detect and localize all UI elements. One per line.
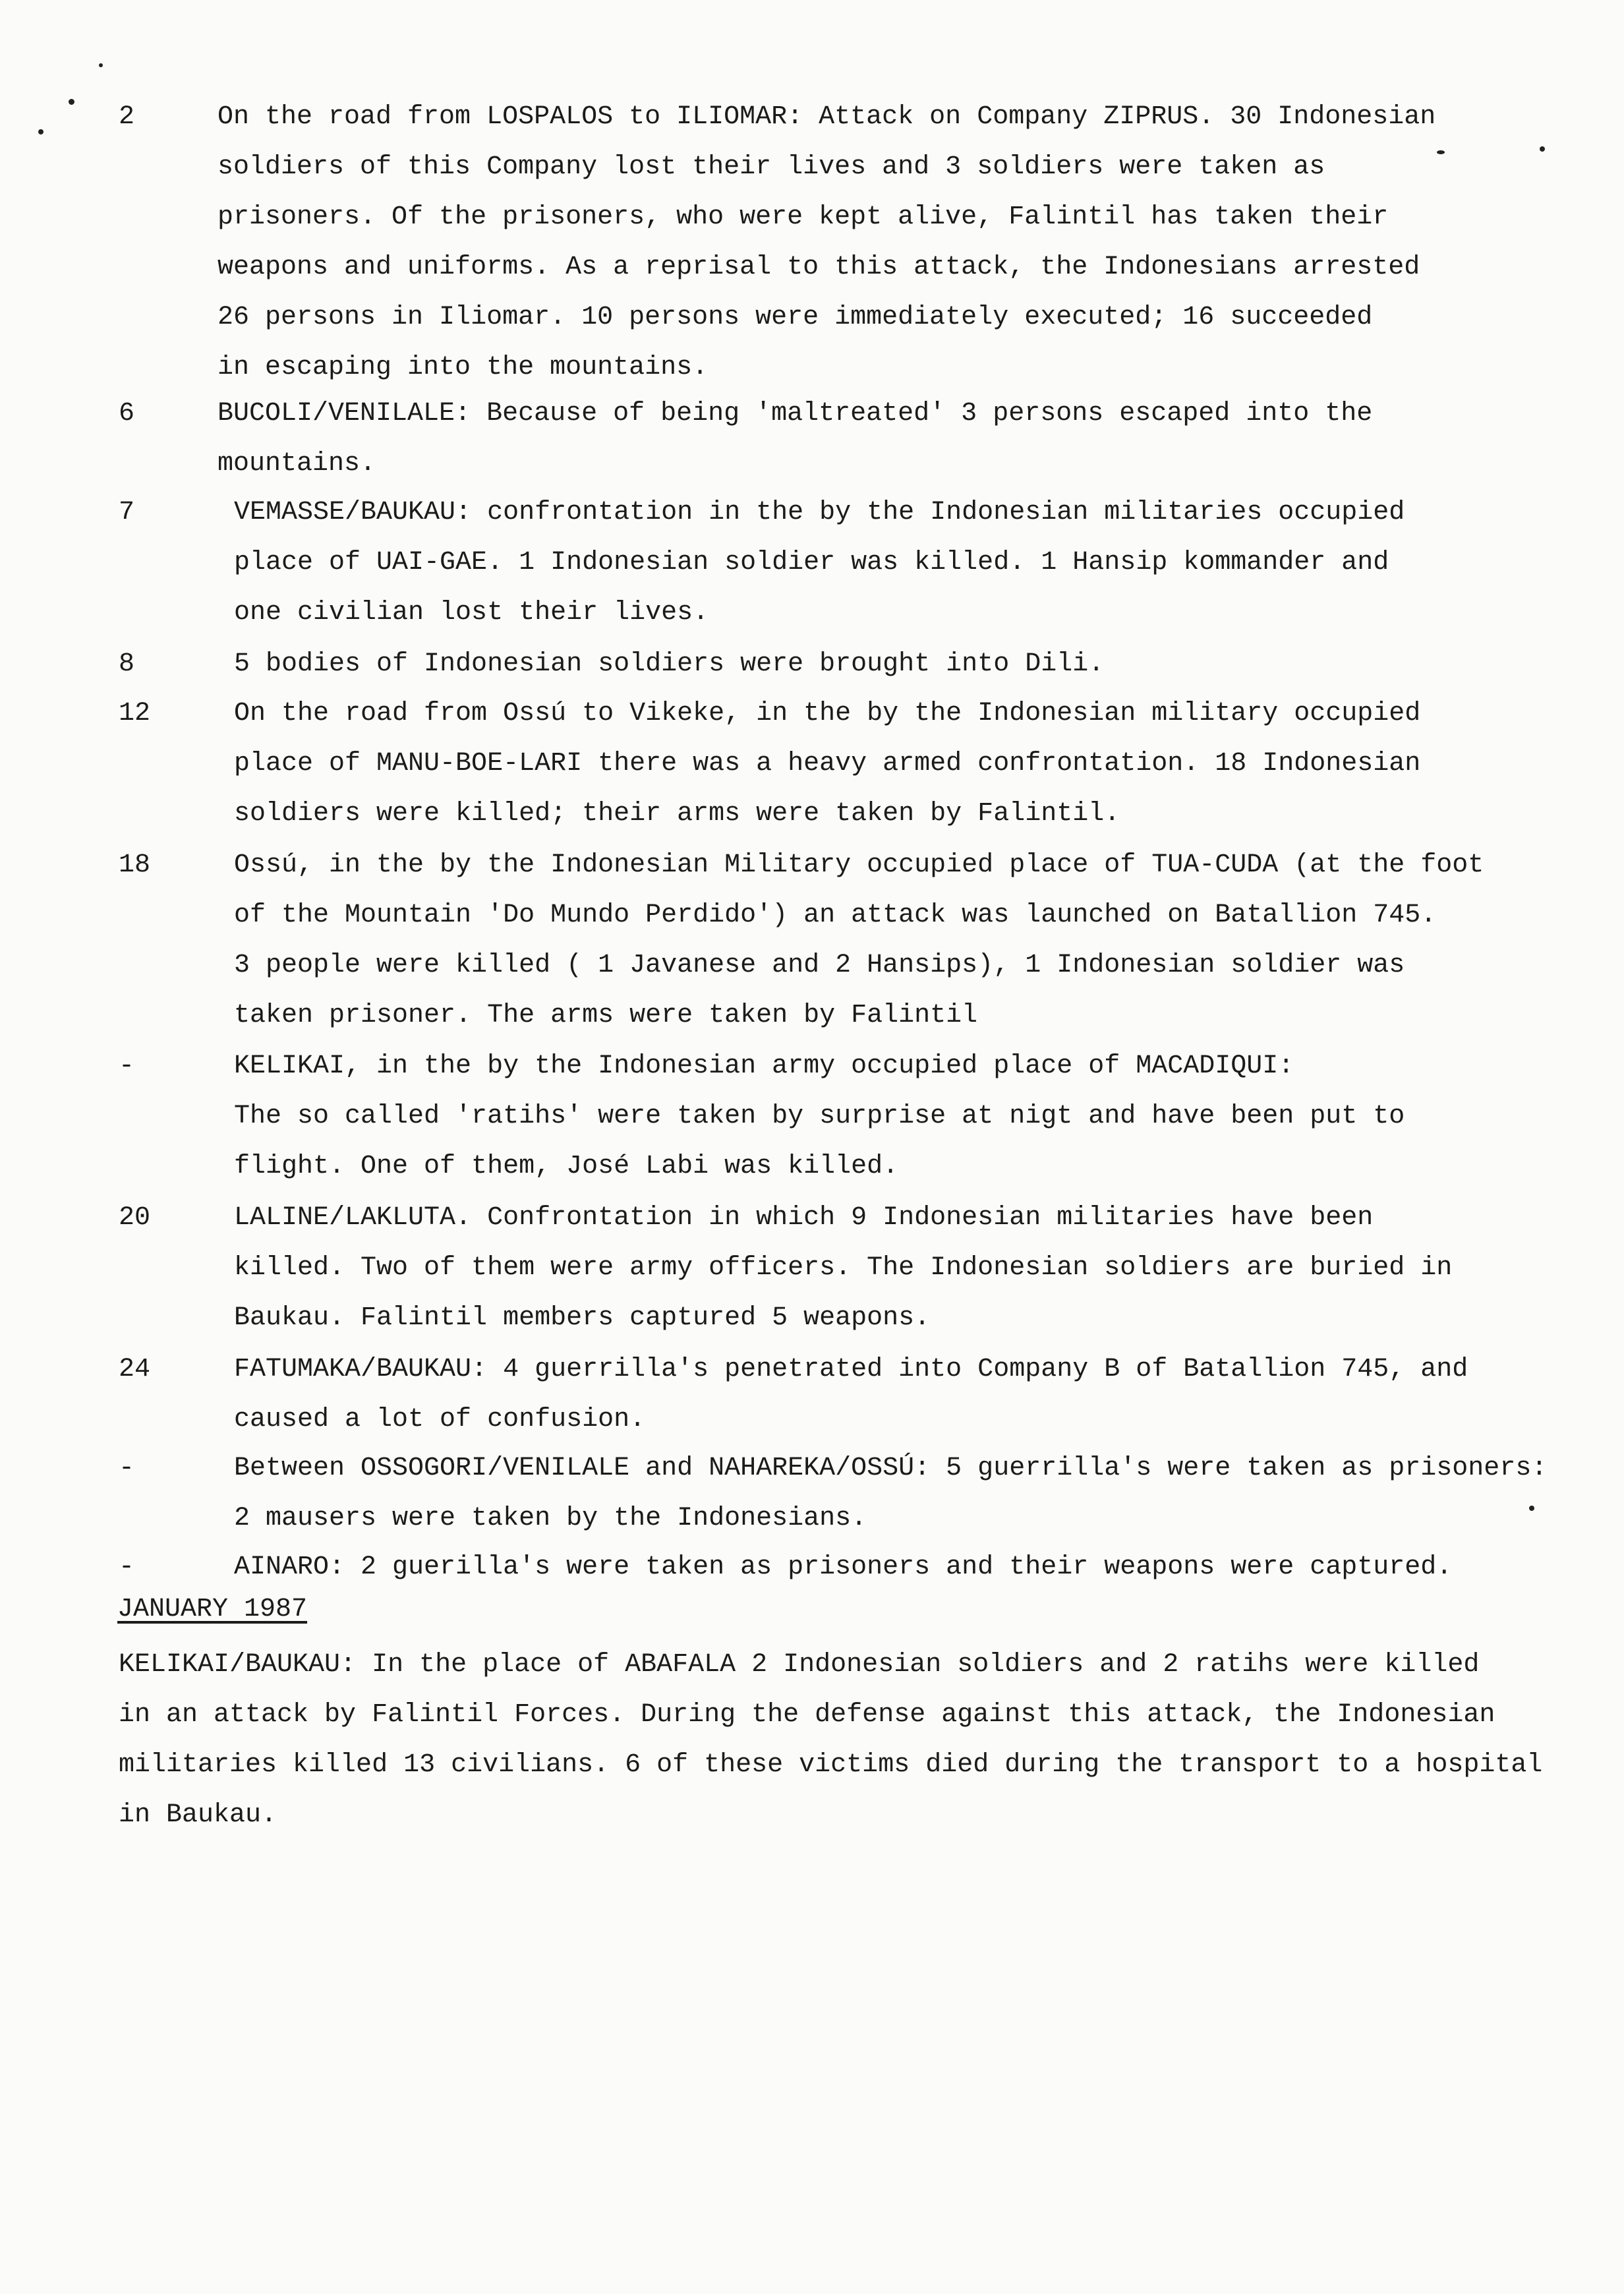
january-paragraph <box>119 1640 1615 1840</box>
entry-day: 6 <box>119 399 135 428</box>
entry-day: - <box>119 1051 135 1081</box>
scan-speck <box>99 63 103 67</box>
entry-line: caused a lot of confusion. <box>234 1405 646 1434</box>
paragraph-line: in an attack by Falintil Forces. During the defense against this attack, the Indonesian <box>119 1700 1495 1730</box>
paragraph-line: in Baukau. <box>119 1800 277 1830</box>
entry-day: 12 <box>119 699 151 728</box>
entry-text <box>218 1543 1608 1593</box>
entry-day: 7 <box>119 498 135 527</box>
entry-line: of the Mountain 'Do Mundo Perdido') an attack was launched on Batallion 745. <box>234 900 1437 930</box>
entry-text <box>218 1345 1608 1445</box>
entry-day: - <box>119 1552 135 1582</box>
entry-line: BUCOLI/VENILALE: Because of being 'maltreated' 3 persons escaped into the <box>218 399 1373 428</box>
entry-day: 24 <box>119 1355 151 1384</box>
entry-line: Ossú, in the by the Indonesian Military occupied place of TUA-CUDA (at the foot <box>234 850 1484 880</box>
entry-day: - <box>119 1454 135 1483</box>
month-heading: JANUARY 1987 <box>117 1595 308 1624</box>
entry-line: Baukau. Falintil members captured 5 weapons. <box>234 1303 931 1333</box>
entry-line: prisoners. Of the prisoners, who were kept alive, Falintil has taken their <box>218 202 1389 232</box>
entry-line: in escaping into the mountains. <box>218 353 709 382</box>
entry-line: one civilian lost their lives. <box>234 598 709 628</box>
entry-line: mountains. <box>218 449 376 479</box>
entry-text <box>218 1444 1608 1544</box>
entry-text <box>218 1042 1608 1192</box>
entry-text <box>218 92 1608 393</box>
scan-speck <box>1437 150 1445 154</box>
entry-line: On the road from LOSPALOS to ILIOMAR: Attack on Company ZIPRUS. 30 Indonesian <box>218 102 1436 132</box>
entry-line: place of UAI-GAE. 1 Indonesian soldier was killed. 1 Hansip kommander and <box>234 548 1389 577</box>
paragraph-line: militaries killed 13 civilians. 6 of these victims died during the transport to a hospital <box>119 1750 1543 1780</box>
entry-text <box>218 840 1608 1041</box>
entry-line: KELIKAI, in the by the Indonesian army occupied place of MACADIQUI: <box>234 1051 1294 1081</box>
paragraph-line: KELIKAI/BAUKAU: In the place of ABAFALA 2 Indonesian soldiers and 2 ratihs were killed <box>119 1650 1480 1680</box>
scan-speck <box>38 129 44 134</box>
entry-line: killed. Two of them were army officers. The Indonesian soldiers are buried in <box>234 1253 1453 1283</box>
entry-day: 2 <box>119 102 135 132</box>
entry-text <box>218 1193 1608 1343</box>
entry-text <box>218 389 1608 489</box>
entry-line: Between OSSOGORI/VENILALE and NAHAREKA/OSSÚ: 5 guerrilla's were taken as prisoners: <box>234 1454 1548 1483</box>
entry-line: FATUMAKA/BAUKAU: 4 guerrilla's penetrated into Company B of Batallion 745, and <box>234 1355 1468 1384</box>
entry-line: soldiers of this Company lost their lives and 3 soldiers were taken as <box>218 152 1325 182</box>
entry-line: VEMASSE/BAUKAU: confrontation in the by the Indonesian militaries occupied <box>234 498 1405 527</box>
scan-speck <box>1540 146 1545 152</box>
entry-line: AINARO: 2 guerilla's were taken as prisoners and their weapons were captured. <box>234 1552 1453 1582</box>
scan-speck <box>69 99 74 105</box>
entry-line: soldiers were killed; their arms were taken by Falintil. <box>234 799 1120 829</box>
entry-line: LALINE/LAKLUTA. Confrontation in which 9 Indonesian militaries have been <box>234 1203 1374 1233</box>
entry-day: 8 <box>119 649 135 679</box>
entry-text <box>218 689 1608 839</box>
entry-line: weapons and uniforms. As a reprisal to this attack, the Indonesians arrested <box>218 252 1420 282</box>
entry-day: 20 <box>119 1203 151 1233</box>
entry-line: 3 people were killed ( 1 Javanese and 2 Hansips), 1 Indonesian soldier was <box>234 951 1405 980</box>
entry-line: taken prisoner. The arms were taken by Falintil <box>234 1001 978 1030</box>
entry-line: 26 persons in Iliomar. 10 persons were immediately executed; 16 succeeded <box>218 303 1373 332</box>
scan-speck <box>1529 1506 1534 1511</box>
entry-text <box>218 639 1608 690</box>
entry-line: On the road from Ossú to Vikeke, in the by the Indonesian military occupied <box>234 699 1421 728</box>
entry-line: 5 bodies of Indonesian soldiers were brought into Dili. <box>234 649 1105 679</box>
entry-line: flight. One of them, José Labi was killed. <box>234 1152 899 1181</box>
entry-text <box>218 488 1608 638</box>
entry-line: 2 mausers were taken by the Indonesians. <box>234 1504 867 1533</box>
entry-line: The so called 'ratihs' were taken by surprise at nigt and have been put to <box>234 1102 1405 1131</box>
entry-day: 18 <box>119 850 151 880</box>
entry-line: place of MANU-BOE-LARI there was a heavy armed confrontation. 18 Indonesian <box>234 749 1421 779</box>
